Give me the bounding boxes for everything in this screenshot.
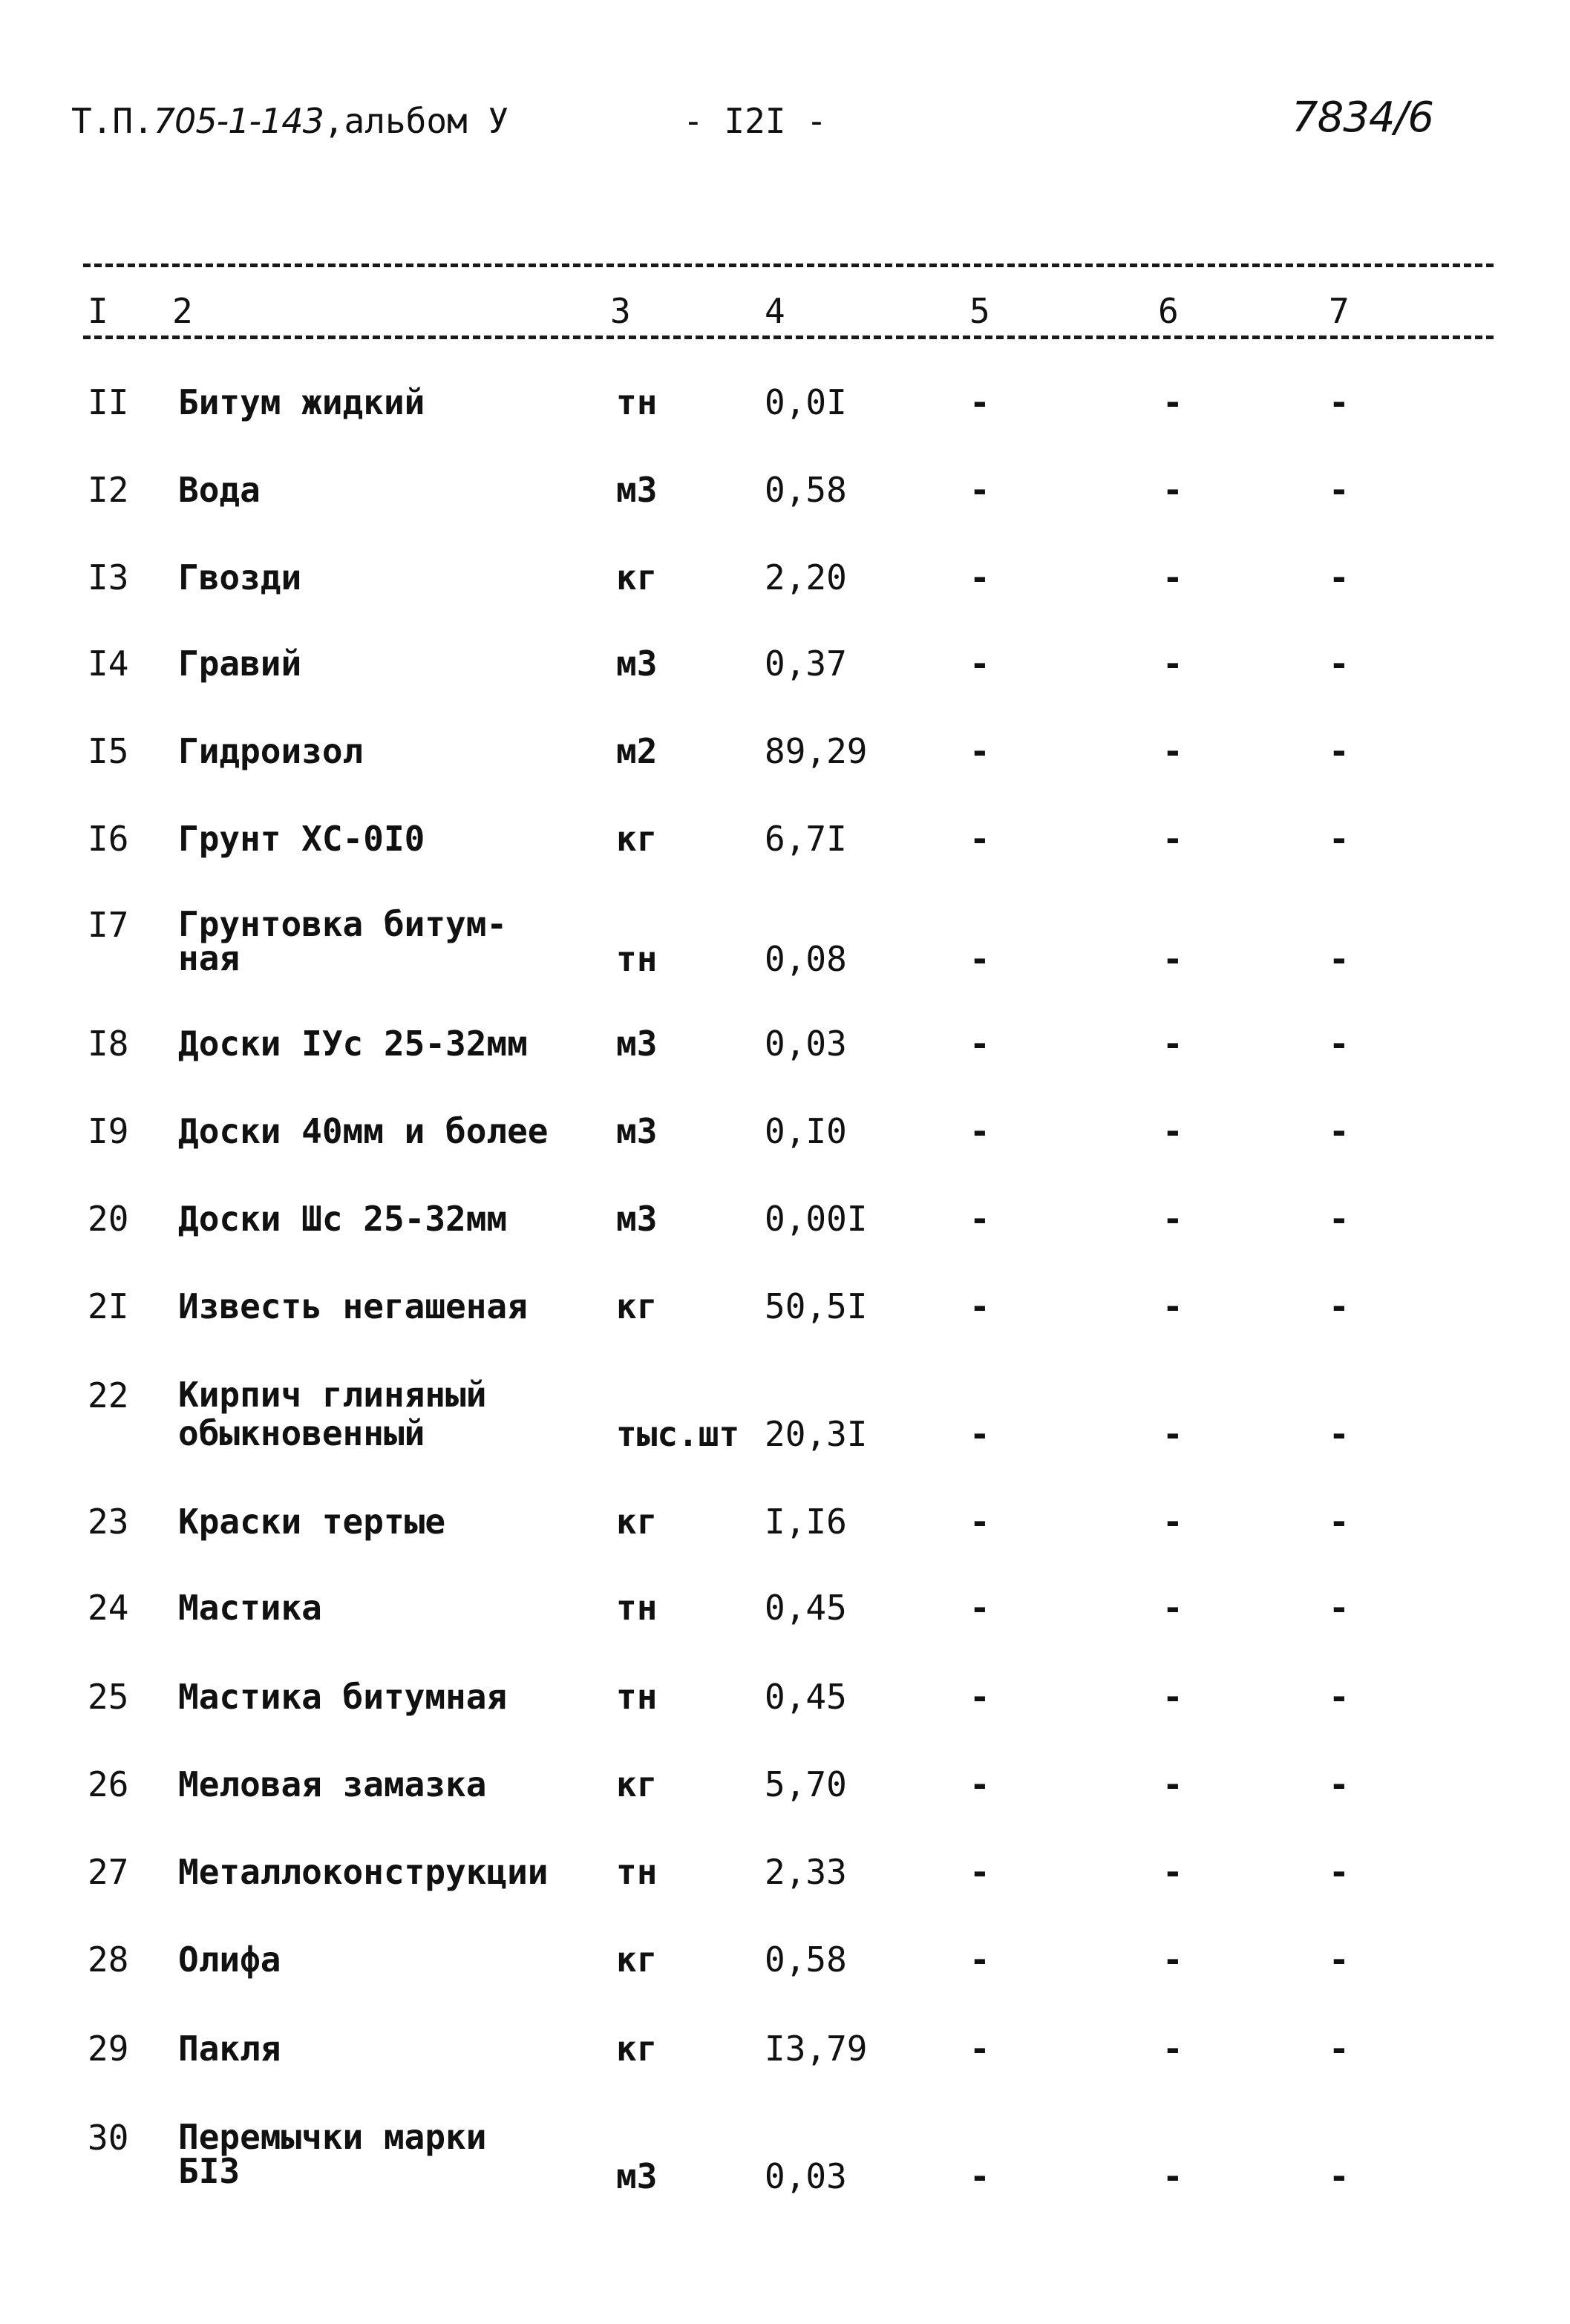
row-number: I7 — [88, 905, 129, 945]
column-5-value: - — [969, 1111, 990, 1151]
material-name: Олифа — [178, 1940, 281, 1980]
column-6-value: - — [1162, 939, 1183, 979]
column-6-value: - — [1162, 1588, 1183, 1628]
column-6-value: - — [1162, 1286, 1183, 1326]
column-header-1: I — [88, 291, 108, 331]
row-number: 2I — [88, 1286, 129, 1326]
quantity: 0,00I — [765, 1199, 868, 1239]
column-7-value: - — [1329, 557, 1350, 598]
material-name: Доски 40мм и более — [178, 1111, 549, 1151]
column-5-value: - — [969, 644, 990, 684]
material-name-continuation: БI3 — [178, 2151, 241, 2191]
unit: м3 — [616, 1111, 658, 1151]
row-number: I3 — [88, 557, 129, 598]
material-name-continuation: обыкновенный — [178, 1413, 425, 1453]
column-6-value: - — [1162, 557, 1183, 598]
column-5-value: - — [969, 2156, 990, 2196]
column-7-value: - — [1329, 1024, 1350, 1064]
unit: тн — [616, 939, 658, 979]
column-7-value: - — [1329, 2029, 1350, 2069]
column-6-value: - — [1162, 819, 1183, 859]
column-5-value: - — [969, 1852, 990, 1892]
column-5-value: - — [969, 819, 990, 859]
unit: кг — [616, 1502, 658, 1542]
column-header-2: 2 — [172, 291, 193, 331]
column-5-value: - — [969, 1677, 990, 1717]
column-5-value: - — [969, 1024, 990, 1064]
row-number: 25 — [88, 1677, 129, 1717]
column-7-value: - — [1329, 644, 1350, 684]
quantity: 0,03 — [765, 1024, 847, 1064]
unit: кг — [616, 1940, 658, 1980]
column-header-4: 4 — [765, 291, 785, 331]
column-6-value: - — [1162, 1024, 1183, 1064]
row-number: 24 — [88, 1588, 129, 1628]
material-name: Металлоконструкции — [178, 1852, 549, 1892]
row-number: 28 — [88, 1940, 129, 1980]
header-prefix: Т.П. — [71, 101, 154, 141]
material-name: Грунт ХС-0I0 — [178, 819, 425, 859]
unit: кг — [616, 2029, 658, 2069]
column-6-value: - — [1162, 1852, 1183, 1892]
column-7-value: - — [1329, 1852, 1350, 1892]
column-6-value: - — [1162, 1764, 1183, 1804]
material-name: Мастика битумная — [178, 1677, 508, 1717]
quantity: 6,7I — [765, 819, 847, 859]
unit: кг — [616, 819, 658, 859]
quantity: 0,45 — [765, 1677, 847, 1717]
column-6-value: - — [1162, 1502, 1183, 1542]
material-name: Меловая замазка — [178, 1764, 487, 1804]
quantity: 50,5I — [765, 1286, 868, 1326]
column-5-value: - — [969, 1502, 990, 1542]
unit: м3 — [616, 644, 658, 684]
quantity: 0,08 — [765, 939, 847, 979]
material-name: Гидроизол — [178, 731, 364, 771]
quantity: 0,58 — [765, 470, 847, 510]
column-6-value: - — [1162, 2156, 1183, 2196]
unit: кг — [616, 1764, 658, 1804]
material-name: Мастика — [178, 1588, 322, 1628]
column-5-value: - — [969, 1764, 990, 1804]
header-dashed-rule — [83, 335, 1494, 339]
quantity: 0,37 — [765, 644, 847, 684]
material-name-continuation: ная — [178, 938, 241, 978]
material-name: Гравий — [178, 644, 302, 684]
column-6-value: - — [1162, 1940, 1183, 1980]
column-5-value: - — [969, 2029, 990, 2069]
material-name: Краски тертые — [178, 1502, 446, 1542]
column-6-value: - — [1162, 1677, 1183, 1717]
album-label: ,альбом У — [323, 101, 509, 141]
column-5-value: - — [969, 1940, 990, 1980]
column-5-value: - — [969, 1199, 990, 1239]
column-6-value: - — [1162, 1414, 1183, 1454]
material-name: Доски Шс 25-32мм — [178, 1199, 508, 1239]
document-header — [71, 101, 508, 141]
unit: кг — [616, 1286, 658, 1326]
row-number: 27 — [88, 1852, 129, 1892]
material-name: Гвозди — [178, 557, 302, 598]
quantity: 20,3I — [765, 1414, 868, 1454]
row-number: 26 — [88, 1764, 129, 1804]
column-5-value: - — [969, 1588, 990, 1628]
column-5-value: - — [969, 470, 990, 510]
quantity: 0,58 — [765, 1940, 847, 1980]
column-header-3: 3 — [610, 291, 631, 331]
column-5-value: - — [969, 1414, 990, 1454]
document-number: 7834/6 — [1292, 94, 1434, 142]
quantity: 2,33 — [765, 1852, 847, 1892]
column-6-value: - — [1162, 731, 1183, 771]
row-number: I6 — [88, 819, 129, 859]
unit: тыс.шт — [616, 1414, 740, 1454]
column-7-value: - — [1329, 1940, 1350, 1980]
column-5-value: - — [969, 557, 990, 598]
column-5-value: - — [969, 939, 990, 979]
page-number: - I2I - — [683, 101, 827, 141]
column-7-value: - — [1329, 1764, 1350, 1804]
column-7-value: - — [1329, 1199, 1350, 1239]
row-number: I8 — [88, 1024, 129, 1064]
column-6-value: - — [1162, 1111, 1183, 1151]
row-number: II — [88, 382, 129, 422]
unit: тн — [616, 382, 658, 422]
unit: м3 — [616, 2156, 658, 2196]
quantity: 0,I0 — [765, 1111, 847, 1151]
column-7-value: - — [1329, 939, 1350, 979]
column-7-value: - — [1329, 819, 1350, 859]
row-number: I5 — [88, 731, 129, 771]
material-name: Грунтовка битум- — [178, 904, 508, 944]
column-6-value: - — [1162, 644, 1183, 684]
column-7-value: - — [1329, 731, 1350, 771]
column-7-value: - — [1329, 1111, 1350, 1151]
quantity: I3,79 — [765, 2029, 868, 2069]
column-7-value: - — [1329, 1677, 1350, 1717]
quantity: 0,45 — [765, 1588, 847, 1628]
material-name: Перемычки марки — [178, 2117, 487, 2157]
column-header-5: 5 — [969, 291, 990, 331]
material-name: Вода — [178, 470, 261, 510]
column-7-value: - — [1329, 382, 1350, 422]
row-number: 23 — [88, 1502, 129, 1542]
column-5-value: - — [969, 382, 990, 422]
column-5-value: - — [969, 731, 990, 771]
unit: м2 — [616, 731, 658, 771]
project-number: 705-1-143 — [153, 101, 324, 141]
column-7-value: - — [1329, 1588, 1350, 1628]
column-7-value: - — [1329, 2156, 1350, 2196]
unit: м3 — [616, 1199, 658, 1239]
column-7-value: - — [1329, 1502, 1350, 1542]
column-header-7: 7 — [1329, 291, 1350, 331]
material-name: Кирпич глиняный — [178, 1375, 487, 1415]
column-7-value: - — [1329, 1414, 1350, 1454]
quantity: 2,20 — [765, 557, 847, 598]
material-name: Доски IУс 25-32мм — [178, 1024, 528, 1064]
row-number: 29 — [88, 2029, 129, 2069]
unit: тн — [616, 1588, 658, 1628]
unit: тн — [616, 1677, 658, 1717]
quantity: 0,03 — [765, 2156, 847, 2196]
row-number: I2 — [88, 470, 129, 510]
column-6-value: - — [1162, 1199, 1183, 1239]
unit: тн — [616, 1852, 658, 1892]
row-number: 20 — [88, 1199, 129, 1239]
column-7-value: - — [1329, 1286, 1350, 1326]
quantity: I,I6 — [765, 1502, 847, 1542]
column-6-value: - — [1162, 470, 1183, 510]
top-dashed-rule — [83, 264, 1494, 267]
row-number: I9 — [88, 1111, 129, 1151]
column-7-value: - — [1329, 470, 1350, 510]
quantity: 0,0I — [765, 382, 847, 422]
row-number: 22 — [88, 1375, 129, 1415]
column-6-value: - — [1162, 2029, 1183, 2069]
material-name: Известь негашеная — [178, 1286, 528, 1326]
quantity: 89,29 — [765, 731, 868, 771]
column-5-value: - — [969, 1286, 990, 1326]
material-name: Пакля — [178, 2029, 281, 2069]
column-header-6: 6 — [1158, 291, 1179, 331]
material-name: Битум жидкий — [178, 382, 425, 422]
quantity: 5,70 — [765, 1764, 847, 1804]
unit: кг — [616, 557, 658, 598]
unit: м3 — [616, 470, 658, 510]
column-6-value: - — [1162, 382, 1183, 422]
row-number: I4 — [88, 644, 129, 684]
unit: м3 — [616, 1024, 658, 1064]
row-number: 30 — [88, 2118, 129, 2158]
